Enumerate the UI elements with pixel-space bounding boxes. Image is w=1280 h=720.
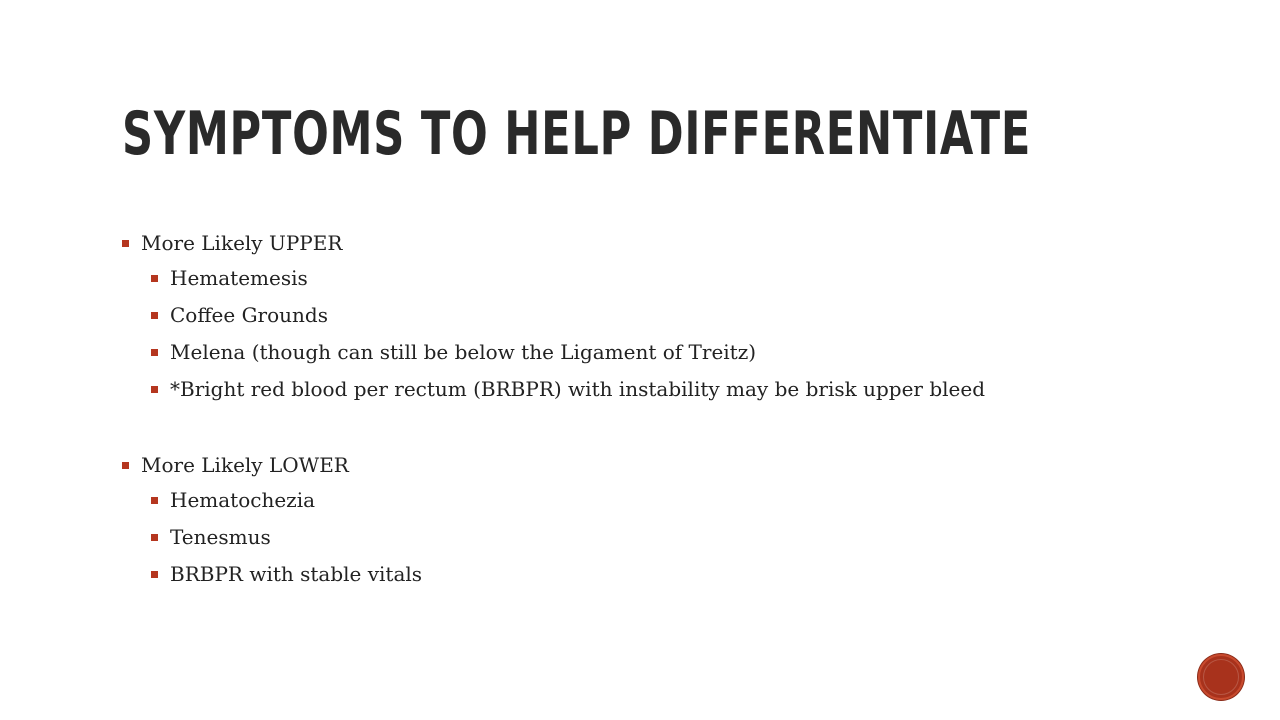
list-item (122, 482, 1222, 519)
section-upper (122, 226, 1222, 408)
list-item-text: Hematemesis (170, 266, 308, 290)
sub-bullet-list (122, 260, 1222, 408)
list-item (122, 334, 1222, 371)
list-item-text: BRBPR with stable vitals (170, 562, 423, 586)
list-item (122, 519, 1222, 556)
square-bullet-icon (122, 462, 129, 469)
slide-title: SYMPTOMS TO HELP DIFFERENTIATE (122, 99, 1032, 169)
sub-bullet-list (122, 482, 1222, 593)
section-heading-text: More Likely UPPER (141, 231, 343, 255)
square-bullet-icon (122, 240, 129, 247)
list-item (122, 371, 1222, 408)
square-bullet-icon (151, 497, 158, 504)
square-bullet-icon (151, 534, 158, 541)
square-bullet-icon (151, 275, 158, 282)
section-heading (122, 448, 1222, 482)
list-item (122, 297, 1222, 334)
list-item-text: *Bright red blood per rectum (BRBPR) with instability may be brisk upper bleed (170, 377, 985, 401)
slide-body (122, 226, 1222, 593)
square-bullet-icon (151, 386, 158, 393)
list-item-text: Melena (though can still be below the Ligament of Treitz) (170, 340, 757, 364)
section-heading (122, 226, 1222, 260)
decorative-circle-icon (1198, 654, 1244, 700)
section-lower (122, 448, 1222, 593)
square-bullet-icon (151, 349, 158, 356)
square-bullet-icon (151, 571, 158, 578)
list-item (122, 260, 1222, 297)
list-item-text: Coffee Grounds (170, 303, 328, 327)
bullet-list (122, 226, 1222, 593)
list-item-text: Tenesmus (170, 525, 271, 549)
list-item-text: Hematochezia (170, 488, 316, 512)
section-heading-text: More Likely LOWER (141, 453, 349, 477)
list-item (122, 556, 1222, 593)
square-bullet-icon (151, 312, 158, 319)
